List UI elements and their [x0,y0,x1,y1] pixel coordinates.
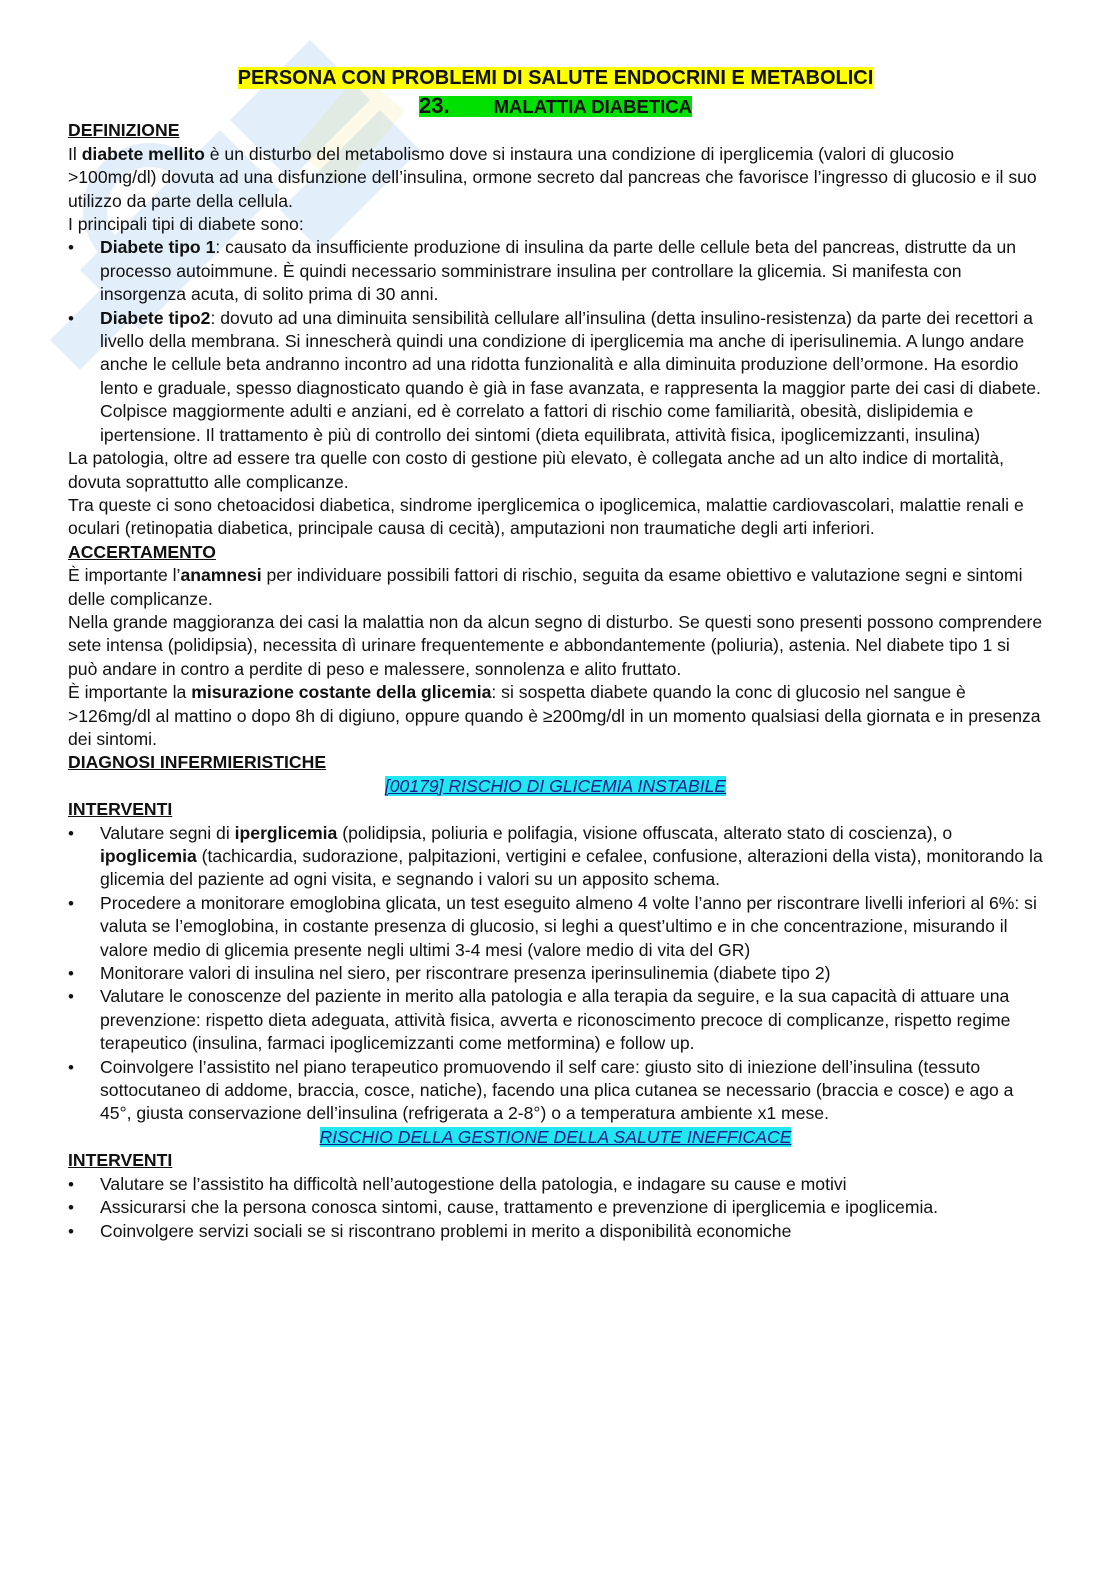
acc-p3-pre: È importante la [68,682,192,703]
interventi-list-1 [68,822,1043,1126]
definizione-para-1: La patologia, oltre ad essere tra quelle con costo di gestione più elevato, è collegata anche ad un alto indice di mortalità, dovuta soprattutto alle complicanze. [68,448,1005,492]
acc-p1-pre: È importante l’ [68,565,181,586]
diagnosis-1-title: [00179] RISCHIO DI GLICEMIA INSTABILE [384,775,727,796]
document-title: PERSONA CON PROBLEMI DI SALUTE ENDOCRINI E METABOLICI [237,67,874,89]
int1-a: Valutare segni di [100,822,235,843]
diabetes-types-list [68,236,1043,447]
type-desc: : causato da insufficiente produzione di insulina da parte delle cellule beta del pancreas, distrutte da un processo autoimmune. È quindi necessario somministrare insulina per controllare la glicemia. Si manifesta con insorgenza acuta, di solito prima di 30 anni. [100,237,1017,305]
list-item [68,822,1043,892]
chapter-title [419,93,692,118]
type-desc: : dovuto ad una diminuita sensibilità cellulare all’insulina (detta insulino-resistenza) da parte dei recettori a livello della membrana. Si innescherà quindi una condizione di iperglicemia ma anche di iperisulinemia. A lungo andare anche le cellule beta andranno incontro ad una ridotta funzionalità e alla diminuita produzione dell’ormone. Ha esordio lento e graduale, spesso diagnosticato quando è già in fase avanzata, e rappresenta la maggior parte dei casi di diabete. Colpisce maggiormente adulti e anziani, ed è correlato a fattori di rischio come familiarità, obesità, dislipidemia e ipertensione. Il trattamento è più di controllo dei sintomi (dieta equilibrata, attività fisica, ipoglicemizzanti, insulina) [100,307,1041,445]
definizione-intro-pre: Il [68,143,82,164]
definizione-intro [68,143,1043,213]
section-heading-accertamento: ACCERTAMENTO [68,541,216,562]
diagnosis-1-title-block [68,775,1043,798]
accertamento-para-2: Nella grande maggioranza dei casi la malattia non da alcun segno di disturbo. Se questi sono presenti possono comprendere sete intensa (polidipsia), necessita dì urinare frequentemente e abbondantemente (poliuria), astenia. Nel diabete tipo 1 si può andare in contro a perdite di peso e malessere, sonnolenza e alito fruttato. [68,611,1043,679]
list-item: • Valutare se l’assistito ha difficoltà nell’autogestione della patologia, e indagare su cause e motivi [68,1173,1043,1196]
section-heading-diagnosi: DIAGNOSI INFERMIERISTICHE [68,752,327,773]
acc-p1-bold: anamnesi [180,565,262,586]
int1-b: iperglicemia [234,822,338,843]
acc-p3-bold: misurazione costante della glicemia [191,682,492,703]
int1-d: ipoglicemia [100,846,197,866]
list-item [68,236,1043,306]
list-item: • Assicurarsi che la persona conosca sintomi, cause, trattamento e prevenzione di iperglicemia e ipoglicemia. [68,1196,1043,1219]
type-name: Diabete tipo 1 [100,237,216,258]
int1-c: (polidipsia, poliuria e polifagia, visione offuscata, alterato stato di coscienza), o [337,822,953,843]
document-page [68,66,1043,1243]
acc-p3-post: : si sospetta diabete quando la conc di glucosio nel sangue è >126mg/dl al mattino o dopo 8h di digiuno, oppure quando è ≥200mg/dl in un momento qualsiasi della giornata e in presenza dei sintomi. [68,682,1041,749]
interventi-list-2 [68,1173,1043,1243]
definizione-intro-bold: diabete mellito [81,143,205,164]
definizione-intro-post: è un disturbo del metabolismo dove si instaura una condizione di iperglicemia (valori di glucosio >100mg/dl) dovuta ad una disfunzione dell’insulina, ormone secreto dal pancreas che favorisce l’ingresso di glucosio e il suo utilizzo da parte della cellula. [68,143,1037,211]
section-heading-definizione: DEFINIZIONE [68,120,180,141]
chapter-name: MALATTIA DIABETICA [493,96,692,117]
acc-p1-post: per individuare possibili fattori di rischio, seguita da esame obiettivo e valutazione segni e sintomi delle complicanze. [68,565,1023,609]
accertamento-para-1 [68,564,1043,611]
interventi-heading-1: INTERVENTI [68,799,173,820]
type-name: Diabete tipo2 [100,307,211,328]
list-item: • Valutare le conoscenze del paziente in merito alla patologia e alla terapia da seguire, e la sua capacità di attuare una prevenzione: rispetto dieta adeguata, attività fisica, avverta e riconoscimento precoce di complicanze, rispetto regime terapeutico (insulina, farmaci ipoglicemizzanti come metformina) e follow up. [68,985,1043,1055]
diagnosis-2-title-block [68,1126,1043,1149]
chapter-title-block [68,93,1043,119]
int1-e: (tachicardia, sudorazione, palpitazioni, vertigini e cefalee, confusione, alterazioni della vista), monitorando la glicemia del paziente ad ogni visita, e segnando i valori su un apposito schema. [100,846,1043,890]
title-block [68,66,1043,91]
list-item: • Coinvolgere l’assistito nel piano terapeutico promuovendo il self care: giusto sito di iniezione dell’insulina (tessuto sottocutaneo di addome, braccia, cosce, natiche), facendo una plica cutanea se necessario (braccia e cosce) e ago a 45°, giusta conservazione dell’insulina (refrigerata a 2-8°) o a temperatura ambiente x1 mese. [68,1056,1043,1126]
chapter-number: 23. [419,93,450,118]
list-item [68,307,1043,447]
accertamento-para-3 [68,681,1043,751]
list-item: • Monitorare valori di insulina nel siero, per riscontrare presenza iperinsulinemia (diabete tipo 2) [68,962,1043,985]
list-item: • Procedere a monitorare emoglobina glicata, un test eseguito almeno 4 volte l’anno per riscontrare livelli inferiori al 6%: si valuta se l’emoglobina, in costante presenza di glucosio, si leghi a quest’ultimo e in che concentrazione, misurando il valore medio di glicemia presente negli ultimi 3-4 mesi (valore medio di vita del GR) [68,892,1043,962]
definizione-para-2: Tra queste ci sono chetoacidosi diabetica, sindrome iperglicemica o ipoglicemica, malattie cardiovascolari, malattie renali e oculari (retinopatia diabetica, principale causa di cecità), amputazioni non traumatiche degli arti inferiori. [68,494,1024,539]
interventi-heading-2: INTERVENTI [68,1150,173,1171]
list-item: • Coinvolgere servizi sociali se si riscontrano problemi in merito a disponibilità economiche [68,1220,1043,1243]
diagnosis-2-title: RISCHIO DELLA GESTIONE DELLA SALUTE INEFFICACE [319,1126,792,1147]
diabetes-types-intro: I principali tipi di diabete sono: [68,214,304,235]
